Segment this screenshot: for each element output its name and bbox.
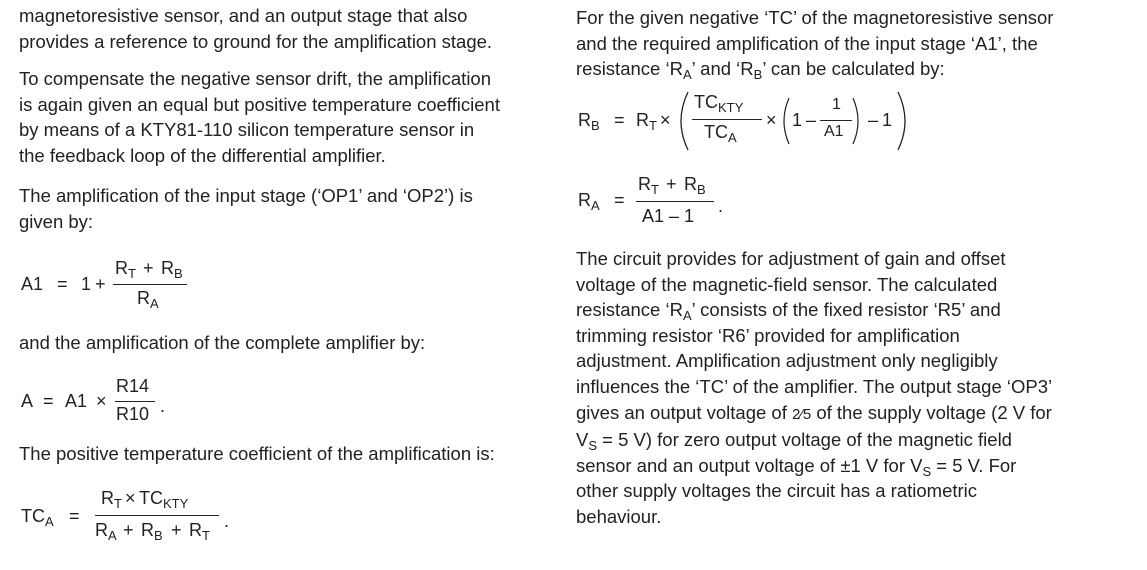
paragraph-complete-amplifier: and the amplification of the complete amplifier by: — [19, 332, 426, 353]
big-right-paren — [894, 90, 914, 152]
paragraph-intro-continued: magnetoresistive sensor, and an output stage that also provides a reference to ground for the amplification stage. — [19, 5, 493, 52]
paragraph-compensation: To compensate the negative sensor drift, the amplification is again given an equal but positive temperature coefficient by means of a KTY81-110 silicon temperature sensor in the feedback loop of the differential amplifier. — [19, 68, 500, 166]
equation-rb: $R_B$ = $R_T$ × $TC_{KTY}$ $TC_A$ × 1 – 1 A1 – 1 — [576, 90, 916, 156]
paragraph-resistance-calc: For the given negative ‘TC’ of the magnetoresistive sensor and the required amplification of the input stage ‘A1’, the resistance ‘$R_A$’ and ‘$R_B$’ can be calculated by: — [576, 7, 1054, 83]
equation-ra: $R_A$ = $R_T$ + $R_B$ A1 – 1 . — [578, 174, 724, 226]
equation-tca: $TC_A$ = $R_T$ × $TC_{KTY}$ $R_A$ + $R_B$ + $R_T$ . — [21, 488, 230, 543]
right-paren — [850, 96, 864, 146]
paragraph-temperature-coefficient: The positive temperature coefficient of the amplification is: — [19, 443, 495, 464]
fraction-bar — [820, 120, 852, 121]
fraction-bar — [636, 201, 714, 202]
left-paren — [778, 96, 792, 146]
fraction-bar — [113, 284, 187, 285]
equation-a1: A1 = 1 + $R_T$ + $R_B$ $R_A$ — [19, 256, 219, 316]
big-left-paren — [672, 90, 692, 152]
paragraph-input-stage: The amplification of the input stage (‘OP1’ and ‘OP2’) is given by: — [19, 185, 473, 232]
fraction-bar — [115, 401, 155, 402]
equation-a: A = A1 × R14 R10 . — [21, 376, 166, 424]
fraction-bar — [95, 515, 219, 516]
paragraph-circuit-adjustment: The circuit provides for adjustment of gain and offset voltage of the magnetic-field sensor. The calculated resistance ‘$R_A$’ consists of the fixed resistor ‘R5’ and trimming resistor ‘R6’ provided for amplification adjustment. Amplification adjustment only negligibly influences the ‘TC’ of the amplifier. The output stage ‘OP3’ gives an output voltage of 2⁄5 of the supply voltage (2 V for $V_S = 5$ V) for zero output voltage of the magnetic field sensor and an output voltage of ±1 V for $V_S = 5$ V. For other supply voltages the circuit has a ratiometric behaviour. — [576, 248, 1053, 527]
fraction-bar — [692, 119, 762, 120]
